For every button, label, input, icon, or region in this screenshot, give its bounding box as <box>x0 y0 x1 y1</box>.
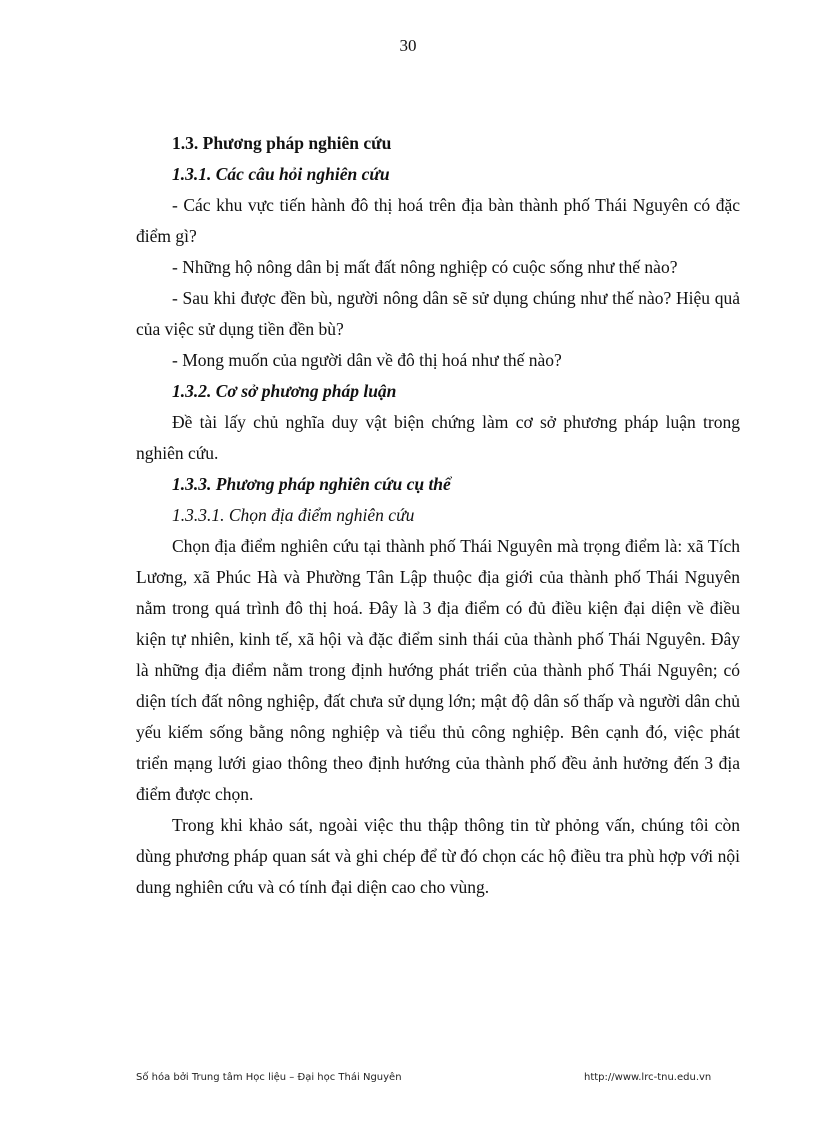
page-number: 30 <box>399 36 417 55</box>
subsection-heading-questions: 1.3.1. Các câu hỏi nghiên cứu <box>172 164 390 184</box>
question-item: - Những hộ nông dân bị mất đất nông nghiệp có cuộc sống như thế nào? <box>172 257 678 277</box>
question-item: - Mong muốn của người dân về đô thị hoá như thế nào? <box>172 350 562 370</box>
question-item: - Sau khi được đền bù, người nông dân sẽ sử dụng chúng như thế nào? Hiệu quả của việc sử dụng tiền đền bù? <box>136 288 740 339</box>
subsection-heading-methods: 1.3.3. Phương pháp nghiên cứu cụ thể <box>172 474 451 494</box>
site-selection-paragraph: Chọn địa điểm nghiên cứu tại thành phố Thái Nguyên mà trọng điểm là: xã Tích Lương, xã Phúc Hà và Phường Tân Lập thuộc địa giới của thành phố Thái Nguyên nằm trong quá trình đô thị hoá. Đây là 3 địa điểm có đủ điều kiện đại diện về điều kiện tự nhiên, kinh tế, xã hội và đặc điểm sinh thái của thành phố Thái Nguyên. Đây là những địa điểm nằm trong định hướng phát triển của thành phố Thái Nguyên; có diện tích đất nông nghiệp, đất chưa sử dụng lớn; mật độ dân số thấp và người dân chủ yếu kiếm sống bằng nông nghiệp và tiểu thủ công nghiệp. Bên cạnh đó, việc phát triển mạng lưới giao thông theo định hướng của thành phố đều ảnh hưởng đến 3 địa điểm được chọn. <box>136 536 740 804</box>
question-item: - Các khu vực tiến hành đô thị hoá trên địa bàn thành phố Thái Nguyên có đặc điểm gì? <box>136 195 740 246</box>
footer-url: http://www.lrc-tnu.edu.vn <box>584 1072 712 1083</box>
document-body <box>136 128 740 903</box>
methodology-paragraph: Đề tài lấy chủ nghĩa duy vật biện chứng làm cơ sở phương pháp luận trong nghiên cứu. <box>136 412 740 463</box>
subsubsection-heading-site-selection: 1.3.3.1. Chọn địa điểm nghiên cứu <box>172 505 415 525</box>
footer-credit: Số hóa bởi Trung tâm Học liệu – Đại học Thái Nguyên <box>136 1072 402 1083</box>
section-heading: 1.3. Phương pháp nghiên cứu <box>172 133 392 153</box>
subsection-heading-methodology: 1.3.2. Cơ sở phương pháp luận <box>172 381 397 401</box>
survey-paragraph: Trong khi khảo sát, ngoài việc thu thập thông tin từ phỏng vấn, chúng tôi còn dùng phương pháp quan sát và ghi chép để từ đó chọn các hộ điều tra phù hợp với nội dung nghiên cứu và có tính đại diện cao cho vùng. <box>136 815 740 897</box>
